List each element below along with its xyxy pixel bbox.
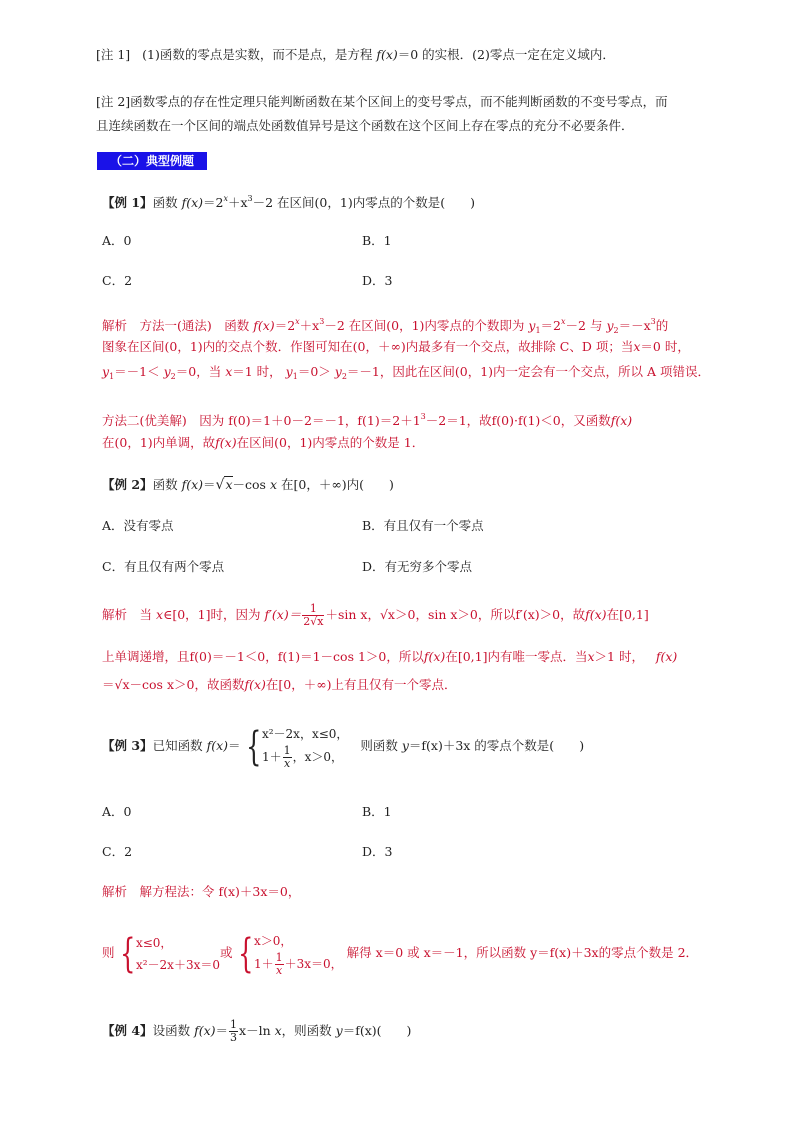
example-1-option-a: A．0: [102, 233, 132, 248]
example-1-solution-line-4: [102, 408, 632, 430]
s3-pre: 则: [102, 945, 115, 960]
example-1-option-c: C．2: [102, 273, 133, 288]
example-1-solution-line-1: [102, 313, 668, 340]
ex3-case2-pre: 1＋: [261, 750, 282, 764]
s1-sub-2c: 2: [341, 372, 347, 381]
example-1-solution-line-3: [102, 363, 710, 386]
s1-c: ＋x: [299, 318, 320, 333]
s3-sysB2-frac: [275, 952, 284, 977]
ex3-brace: {: [245, 723, 261, 770]
ex2-eq: ＝: [203, 477, 216, 492]
example-2-option-a: A．没有零点: [102, 518, 174, 533]
example-2-option-b: B．有且仅有一个零点: [362, 518, 484, 533]
ex2-rest: －cos: [232, 477, 266, 492]
s1-h: 的: [655, 318, 669, 333]
ex3-case2-post: ，x＞0，: [292, 750, 344, 764]
s3-sysA1: x≤0，: [135, 935, 173, 950]
ex4-end: ＝f(x)( ): [342, 1023, 412, 1038]
ex3-case2-frac: [283, 745, 292, 770]
s2-fraction: [302, 603, 324, 628]
s2-l2-c: f(1)＝1－cos 1＞0，所以: [277, 649, 424, 664]
s2-den: 2√x: [303, 615, 324, 628]
s2-l3-a: ＝√x－cos: [102, 677, 163, 692]
note-1-text: (1)函数的零点是实数，而不是点，是方程: [142, 47, 373, 62]
s2-d: x，√x＞0，sin x＞0，所以: [360, 607, 516, 622]
s2-l2-f: x: [587, 649, 595, 664]
ex3-rest2: ＝f(x)＋3x 的零点个数是( ): [408, 738, 585, 753]
ex4-fx: f(x): [194, 1023, 216, 1038]
s2-fp: f′(x)＝: [264, 607, 302, 622]
ex1-plus: ＋x: [227, 195, 248, 210]
ex3-rest: 则函数: [360, 738, 398, 753]
s1-y1b: y: [102, 364, 110, 379]
s1-l3-d: ＝0＞: [297, 364, 331, 379]
ex2-fx: f(x): [181, 477, 203, 492]
s1-l5-b: f(x): [215, 435, 237, 450]
s1-y2b: y: [163, 364, 171, 379]
example-4-question: [102, 1014, 411, 1048]
example-4-tag: 【例 4】: [102, 1023, 153, 1038]
ex1-sup-x: x: [223, 194, 228, 203]
s1-l2-end: ＝0 时，: [640, 339, 690, 354]
ex2-x: x: [225, 477, 233, 492]
s3-sysB2: [254, 952, 343, 977]
s3-r4: y＝f(x)＋3x: [530, 945, 599, 960]
example-1-solution-line-2: [102, 338, 690, 356]
ex3-case2-num: 1: [283, 744, 291, 757]
example-3-solution-line-2: [102, 928, 698, 978]
ex1-q-pre: 函数: [152, 195, 178, 210]
s2-l2-e: 在[0,1]内有唯一零点．当: [445, 649, 588, 664]
s1-sup-3b: 3: [650, 317, 656, 326]
section-badge: （二）典型例题: [97, 152, 207, 170]
s1-f: －2 与: [565, 318, 603, 333]
note-1-prefix: [注 1]: [96, 47, 131, 62]
ex1-sup-3: 3: [247, 194, 253, 203]
s3-sysB2-num: 1: [275, 951, 283, 964]
ex4-eq: ＝: [215, 1023, 229, 1038]
example-1-solution-line-5: [102, 434, 424, 452]
s2-l2-g: ＞1 时，: [594, 649, 644, 664]
s1-sub-2: 2: [613, 326, 619, 335]
s2-x: x: [156, 607, 164, 622]
s2-c: ＋sin: [325, 607, 357, 622]
s2-l3-d: 在[0，＋∞)上有且仅有一个零点．: [265, 677, 457, 692]
s1-l2-x: x: [633, 339, 641, 354]
s1-y1c: y: [285, 364, 293, 379]
s1-l4: 方法二(优美解) 因为: [102, 413, 225, 428]
s2-e: f′(x)＞0，故: [515, 607, 586, 622]
s2-l2-h: f(x): [655, 649, 678, 664]
example-1-tag: 【例 1】: [102, 195, 153, 210]
example-3-question: [102, 722, 584, 770]
s1-l5-a: 在(0，1)内单调，故: [102, 435, 216, 450]
ex4-q-pre: 设函数: [152, 1023, 191, 1038]
ex4-num: 1: [230, 1018, 238, 1031]
s3-r2: x＝0 或: [375, 945, 420, 960]
s3-l1-b: f(x)＋3x＝0，: [218, 884, 301, 899]
s3-r5: 的零点个数是 2．: [598, 945, 699, 960]
s1-l3-c: ＝1 时，: [232, 364, 282, 379]
ex3-eq: ＝: [228, 738, 241, 753]
s3-sysB2-den: x: [276, 964, 283, 977]
s1-l2: 图象在区间(0，1)内的交点个数．作图可知在(0，＋∞)内最多有一个交点，故排除 C、D 项；当: [102, 339, 634, 354]
ex4-den: 3: [230, 1031, 238, 1044]
ex4-y: y: [335, 1023, 343, 1038]
s1-l5-c: 在区间(0，1)内零点的个数是 1．: [236, 435, 425, 450]
s1-sup-3: 3: [319, 317, 325, 326]
s1-l4-b: f(0)＝1＋0－2＝－1，: [228, 413, 358, 428]
sqrt-symbol: √: [215, 477, 225, 493]
example-2-option-d: D．有无穷多个零点: [362, 559, 473, 574]
s1-sub-1c: 1: [292, 372, 298, 381]
note-1-fx: f(x): [376, 47, 398, 62]
ex2-q-pre: 函数: [152, 477, 178, 492]
s2-l2-d: f(x): [423, 649, 446, 664]
ex3-case-1: x²－2x，x≤0，: [261, 727, 349, 741]
s2-f: f(x): [585, 607, 607, 622]
s2-a: 解析 当: [102, 607, 153, 622]
s1-y2: y: [606, 318, 614, 333]
ex2-end: 在[0，＋∞)内( ): [280, 477, 394, 492]
ex3-cases: [262, 723, 348, 770]
example-2-solution-line-3: [102, 676, 457, 694]
s3-sysA2: x²－2x＋3x＝0: [135, 957, 220, 972]
ex1-eq: ＝2: [203, 195, 224, 210]
s3-sysB2-post: ＋3x＝0，: [284, 957, 343, 971]
ex3-fx: f(x): [206, 738, 228, 753]
s3-sysB1: x＞0，: [253, 934, 293, 948]
ex3-y: y: [401, 738, 409, 753]
s1-l4-f: f(x): [610, 413, 633, 428]
ex4-x: x: [274, 1023, 282, 1038]
example-3-tag: 【例 3】: [102, 738, 153, 753]
s3-system-b: [254, 930, 343, 977]
s3-sysB2-pre: 1＋: [253, 957, 274, 971]
example-1-option-b: B．1: [362, 233, 392, 248]
ex1-rest: －2 在区间(0，1)内零点的个数是( ): [252, 195, 475, 210]
s3-rest: 解得: [346, 945, 372, 960]
note-2-line-1: [注 2]函数零点的存在性定理只能判断函数在某个区间上的变号零点，而不能判断函数的不变号零点，而: [96, 94, 668, 109]
s1-y1: y: [528, 318, 536, 333]
s1-xb: x: [225, 364, 233, 379]
s1-sup-3c: 3: [420, 412, 426, 421]
note-1-text2: ＝0 的实根．(2)零点一定在定义域内．: [397, 47, 615, 62]
ex2-rest2: x: [269, 477, 277, 492]
s1-l4-e: f(0)·f(1)＜0，又函数: [491, 413, 611, 428]
s1-y2c: y: [334, 364, 342, 379]
example-3-option-a: A．0: [102, 804, 132, 819]
s1-fx: f(x): [253, 318, 275, 333]
s3-brace-b: {: [237, 930, 253, 977]
s1-a: 解析 方法一(通法) 函数: [102, 318, 250, 333]
s2-num: 1: [302, 603, 324, 616]
s1-l3-a: ＝－1＜: [114, 364, 160, 379]
example-3-option-c: C．2: [102, 844, 133, 859]
example-1-question: [102, 190, 475, 212]
s3-l1: 解析 解方程法：令: [102, 884, 215, 899]
s1-d: －2 在区间(0，1)内零点的个数即为: [324, 318, 525, 333]
s1-sub-2b: 2: [170, 372, 176, 381]
s3-r3: x＝－1，所以函数: [423, 945, 527, 960]
s1-sub-1b: 1: [109, 372, 115, 381]
ex3-q-pre: 已知函数: [152, 738, 203, 753]
s2-l2-b: f(0)＝－1＜0，: [189, 649, 278, 664]
example-3-option-b: B．1: [362, 804, 392, 819]
s1-l3-e: ＝－1，因此在区间(0，1)内一定会有一个交点，所以 A 项错误．: [346, 364, 711, 379]
example-3-option-d: D．3: [362, 844, 393, 859]
ex4-rest2: ，则函数: [281, 1023, 332, 1038]
s2-g: 在[0,1]: [606, 607, 649, 622]
s1-l4-c: f(1)＝2＋1: [357, 413, 421, 428]
s1-g: ＝－x: [618, 318, 651, 333]
ex3-case2-den: x: [284, 757, 291, 770]
s3-or: 或: [220, 945, 233, 960]
s2-l2-a: 上单调递增，且: [102, 649, 190, 664]
s1-e: ＝2: [540, 318, 561, 333]
example-2-question: [102, 476, 394, 494]
s1-l3-b: ＝0，当: [175, 364, 222, 379]
s3-brace-a: {: [119, 930, 135, 977]
note-1: [96, 46, 615, 64]
example-2-option-c: C．有且仅有两个零点: [102, 559, 225, 574]
ex4-rest: x－ln: [239, 1023, 271, 1038]
ex3-case-2: [262, 745, 348, 770]
example-1-option-d: D．3: [362, 273, 393, 288]
example-2-solution-line-1: [102, 598, 649, 632]
s1-sup-x: x: [295, 317, 300, 326]
example-2-tag: 【例 2】: [102, 477, 153, 492]
s3-system-a: [136, 932, 220, 976]
s1-sup-x2: x: [561, 317, 566, 326]
ex4-frac: [229, 1019, 238, 1044]
s1-sub-1: 1: [535, 326, 541, 335]
ex1-fx: f(x): [181, 195, 203, 210]
example-3-solution-line-1: [102, 883, 300, 901]
example-2-solution-line-2: [102, 648, 677, 666]
note-2-line-2: 且连续函数在一个区间的端点处函数值异号是这个函数在这个区间上存在零点的充分不必要条件．: [96, 118, 634, 133]
s2-b: ∈[0，1]时，因为: [163, 607, 261, 622]
s1-l4-d: －2＝1，故: [425, 413, 492, 428]
s2-l3-c: f(x): [244, 677, 266, 692]
s1-b: ＝2: [274, 318, 296, 333]
s2-l3-b: x＞0，故函数: [166, 677, 245, 692]
